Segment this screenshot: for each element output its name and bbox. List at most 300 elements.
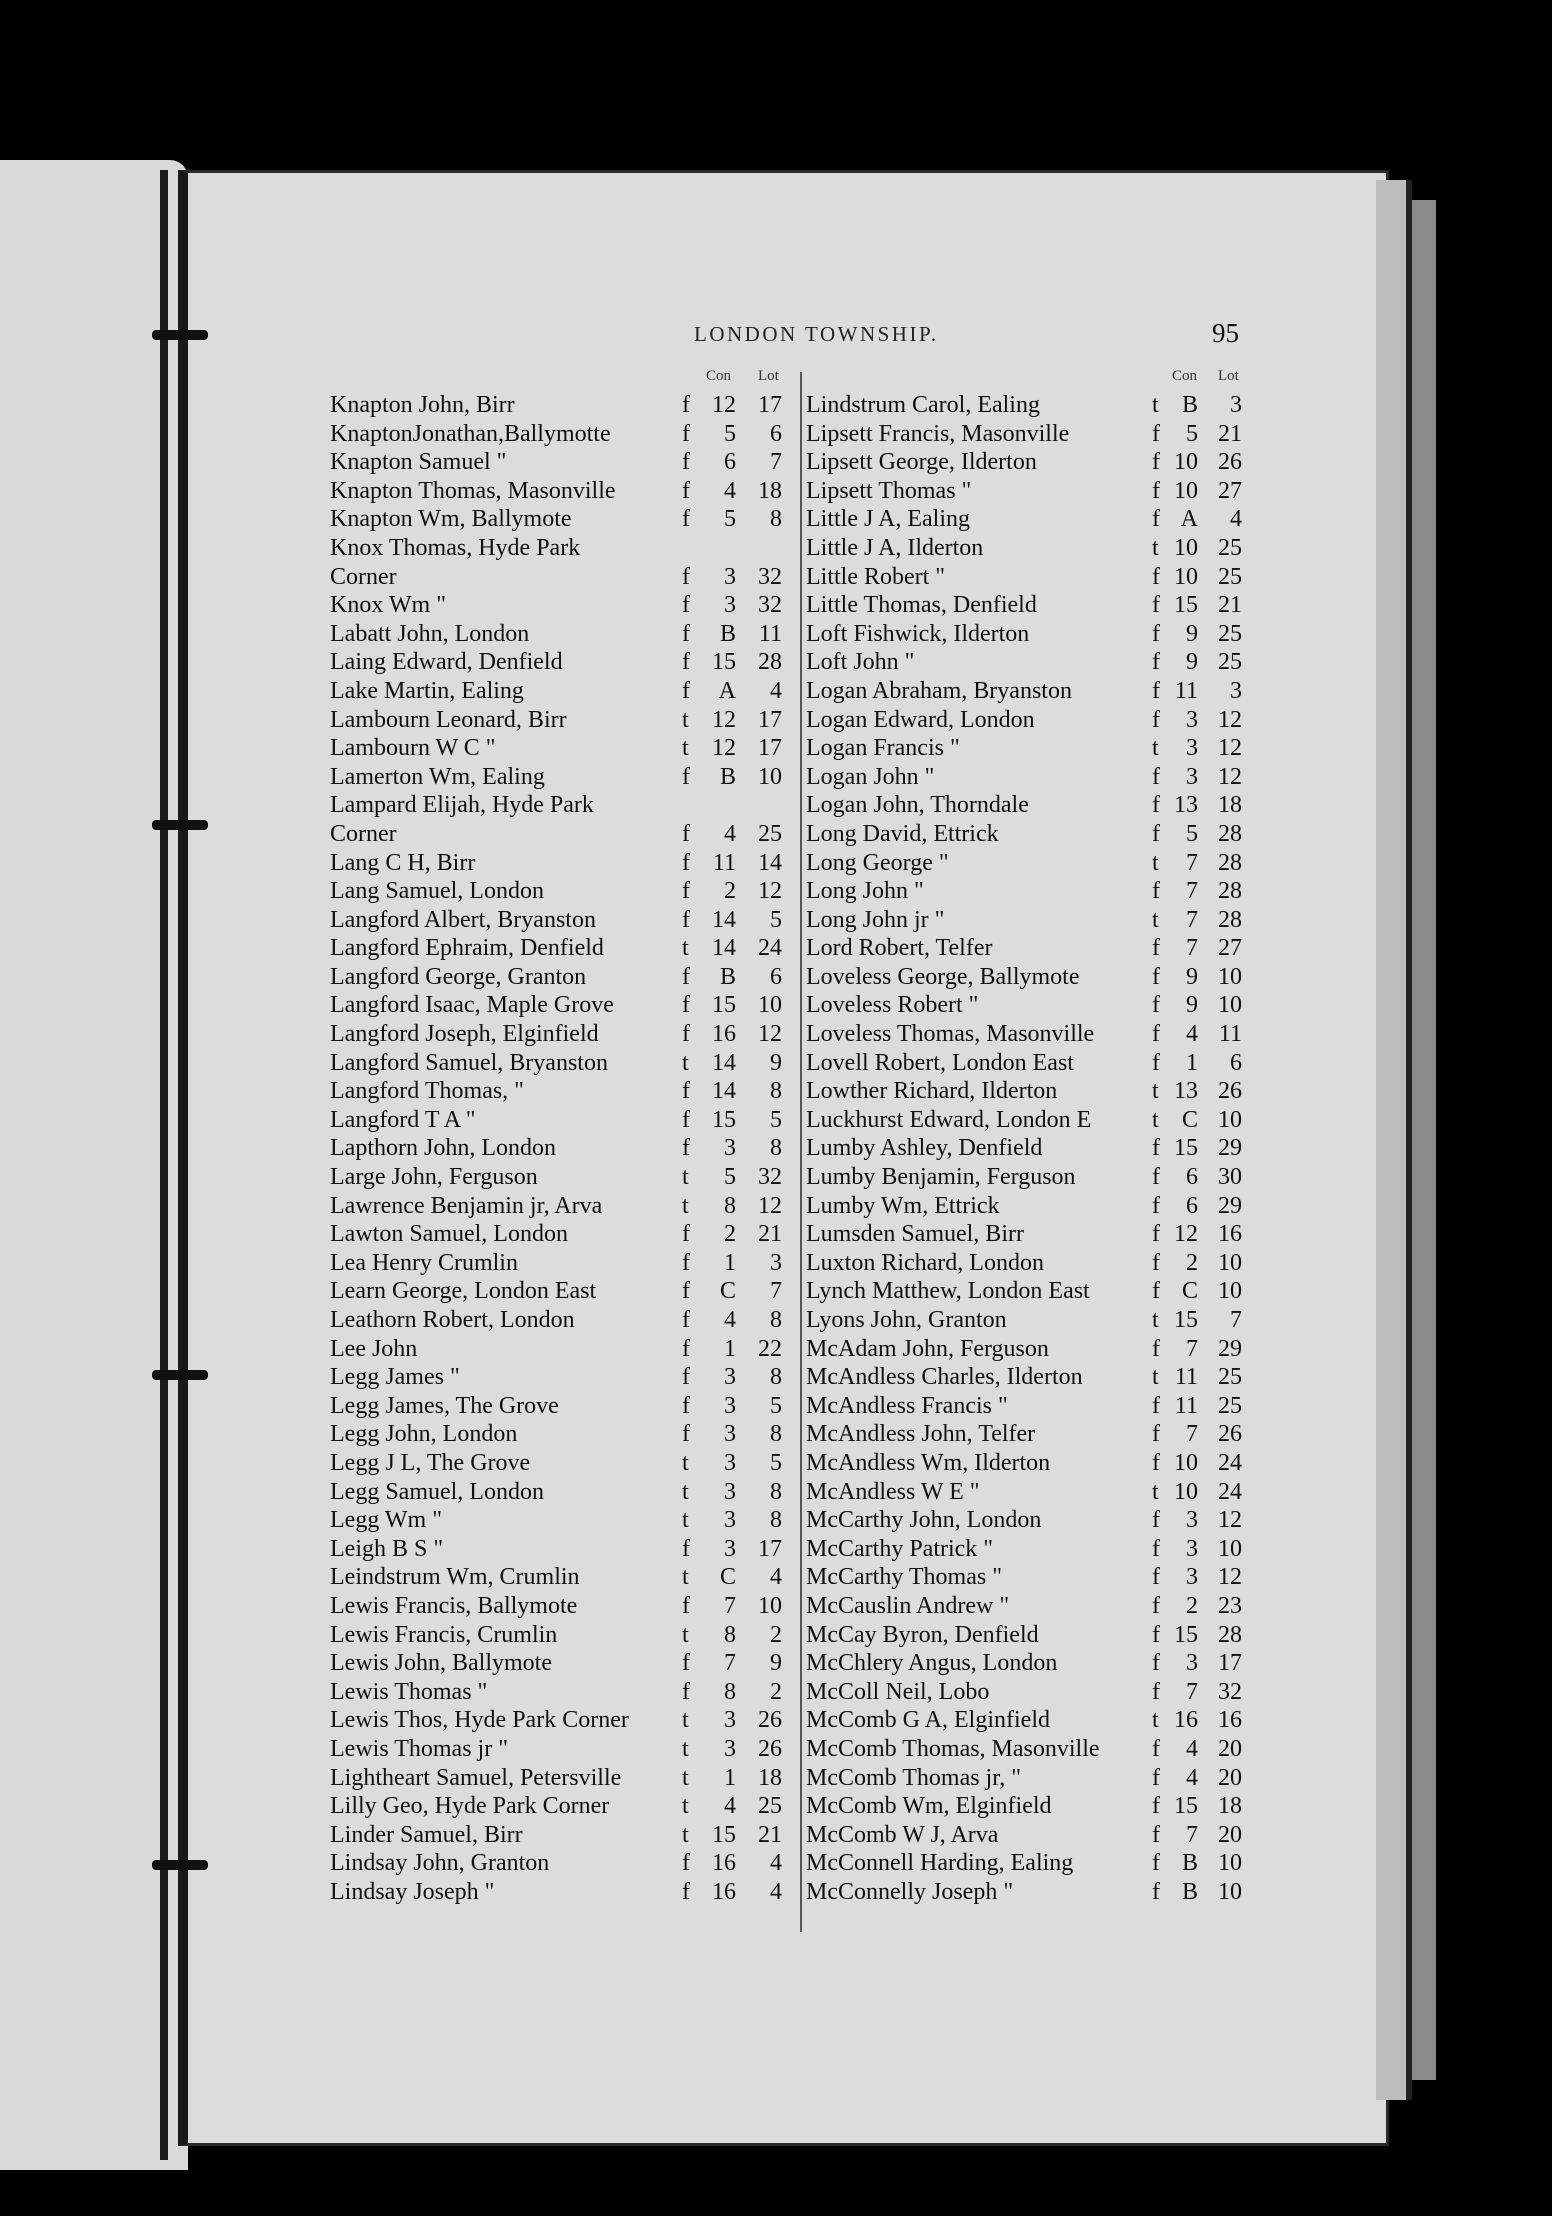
entry-name: Lumsden Samuel, Birr: [806, 1221, 1024, 1248]
entry-tenure: f: [682, 1535, 690, 1562]
entry-concession: 3: [1186, 706, 1198, 733]
entry-lot: 12: [758, 1021, 782, 1048]
binding-stitch: [152, 820, 208, 830]
entry-tenure: f: [1152, 1535, 1160, 1562]
entry-lot: 8: [770, 1507, 782, 1534]
entry-tenure: f: [1152, 935, 1160, 962]
entry-name: McChlery Angus, London: [806, 1650, 1058, 1677]
entry-concession: 13: [1174, 1078, 1198, 1105]
entry-concession: 14: [712, 1049, 736, 1076]
entry-lot: 5: [770, 1449, 782, 1476]
entry-concession: 3: [724, 1135, 736, 1162]
entry-concession: 3: [724, 1707, 736, 1734]
entry-concession: 3: [724, 1449, 736, 1476]
entry-lot: 7: [770, 1278, 782, 1305]
entry-tenure: f: [682, 1278, 690, 1305]
entry-name: Lang C H, Birr: [330, 849, 476, 876]
entry-tenure: f: [682, 1135, 690, 1162]
con-header: Con: [706, 368, 732, 384]
entry-concession: 9: [1186, 992, 1198, 1019]
entry-lot: 2: [770, 1621, 782, 1648]
entry-tenure: f: [1152, 1592, 1160, 1619]
entry-concession: 10: [1174, 477, 1198, 504]
entry-name: Lambourn W C ": [330, 735, 496, 762]
entry-lot: 32: [758, 1164, 782, 1191]
entry-tenure: f: [1152, 1421, 1160, 1448]
entry-name: Legg James, The Grove: [330, 1392, 559, 1419]
entry-concession: 4: [724, 477, 736, 504]
entry-name: Legg John, London: [330, 1421, 518, 1448]
entry-lot: 6: [770, 963, 782, 990]
entry-lot: 4: [770, 677, 782, 704]
entry-lot: 16: [1218, 1221, 1242, 1248]
entry-lot: 11: [1218, 1021, 1242, 1048]
entry-tenure: f: [682, 449, 690, 476]
entry-concession: 6: [1186, 1164, 1198, 1191]
entry-name: Langford Samuel, Bryanston: [330, 1049, 608, 1076]
entry-tenure: f: [1152, 792, 1160, 819]
entry-concession: 3: [724, 1535, 736, 1562]
entry-name: Logan Abraham, Bryanston: [806, 677, 1072, 704]
entry-name: Lewis Francis, Crumlin: [330, 1621, 558, 1648]
entry-concession: 8: [724, 1621, 736, 1648]
entry-lot: 12: [1218, 1564, 1242, 1591]
entry-lot: 18: [1218, 792, 1242, 819]
entry-name: Lightheart Samuel, Petersville: [330, 1764, 622, 1791]
entry-lot: 9: [770, 1650, 782, 1677]
entry-concession: 7: [1186, 1421, 1198, 1448]
entry-name: Large John, Ferguson: [330, 1164, 538, 1191]
entry-concession: B: [719, 963, 736, 990]
entry-lot: 27: [1218, 477, 1242, 504]
entry-concession: 11: [1174, 677, 1198, 704]
entry-tenure: f: [682, 1307, 690, 1333]
entry-concession: 15: [1174, 1135, 1198, 1162]
entry-lot: 26: [1218, 449, 1242, 476]
entry-lot: 32: [1218, 1678, 1242, 1705]
entry-concession: 3: [1186, 1535, 1198, 1562]
entry-concession: 11: [1174, 1392, 1198, 1419]
entry-tenure: f: [682, 1078, 690, 1105]
entry-concession: 14: [712, 906, 736, 933]
entry-name: Lea Henry Crumlin: [330, 1249, 518, 1276]
entry-lot: 7: [1230, 1307, 1242, 1333]
entry-lot: 5: [770, 1106, 782, 1133]
entry-lot: 25: [758, 1793, 782, 1820]
entry-concession: 6: [724, 449, 736, 476]
entry-concession: 8: [724, 1678, 736, 1705]
entry-concession: 1: [1186, 1049, 1198, 1076]
entry-tenure: t: [1152, 1364, 1159, 1391]
entry-name: McComb Thomas, Masonville: [806, 1735, 1100, 1762]
entry-tenure: t: [682, 1621, 689, 1648]
entry-tenure: f: [1152, 1021, 1160, 1048]
entry-concession: 12: [712, 735, 736, 762]
entry-lot: 30: [1218, 1164, 1242, 1191]
entry-name: Labatt John, London: [330, 620, 530, 647]
entry-lot: 12: [1218, 763, 1242, 790]
running-title: LONDON TOWNSHIP.: [694, 322, 939, 346]
binding-stitch: [152, 1860, 208, 1870]
entry-concession: 5: [1186, 820, 1198, 847]
entry-concession: 7: [1186, 878, 1198, 905]
entry-lot: 27: [1218, 935, 1242, 962]
entry-lot: 22: [758, 1335, 782, 1362]
entry-tenure: f: [1152, 1135, 1160, 1162]
entry-lot: 10: [1218, 1106, 1242, 1133]
entry-lot: 4: [770, 1850, 782, 1877]
entry-lot: 3: [1230, 677, 1242, 704]
entry-concession: 5: [724, 420, 736, 447]
entry-name: Long John jr ": [806, 906, 945, 933]
entry-concession: 11: [1174, 1364, 1198, 1391]
entry-tenure: f: [682, 878, 690, 905]
entry-concession: 12: [1174, 1221, 1198, 1248]
entry-lot: 18: [758, 1764, 782, 1791]
entry-concession: 16: [712, 1850, 736, 1877]
entry-name: McCauslin Andrew ": [806, 1592, 1010, 1619]
entry-lot: 10: [1218, 1535, 1242, 1562]
entry-name: Lynch Matthew, London East: [806, 1278, 1090, 1305]
entry-tenure: t: [682, 1164, 689, 1191]
entry-name: Lapthorn John, London: [330, 1135, 556, 1162]
entry-name: McCarthy Thomas ": [806, 1564, 1002, 1591]
lot-header: Lot: [758, 368, 779, 384]
entry-concession: C: [1181, 1278, 1198, 1305]
entry-tenure: f: [682, 992, 690, 1019]
entry-lot: 17: [758, 706, 782, 733]
con-header: Con: [1172, 368, 1198, 384]
entry-lot: 20: [1218, 1764, 1242, 1791]
entry-name: McConnell Harding, Ealing: [806, 1850, 1074, 1877]
entry-concession: B: [719, 763, 736, 790]
entry-name: Legg James ": [330, 1364, 460, 1391]
entry-tenure: f: [682, 649, 690, 676]
entry-concession: 9: [1186, 963, 1198, 990]
entry-concession: 14: [712, 935, 736, 962]
entry-lot: 28: [1218, 1621, 1242, 1648]
entry-tenure: f: [682, 1592, 690, 1619]
entry-concession: 3: [724, 563, 736, 590]
entry-tenure: f: [1152, 1821, 1160, 1848]
entry-concession: 3: [724, 1364, 736, 1391]
entry-tenure: f: [682, 1221, 690, 1248]
entry-tenure: t: [682, 1449, 689, 1476]
entry-name: Lewis John, Ballymote: [330, 1650, 552, 1677]
entry-concession: 7: [724, 1592, 736, 1619]
entry-concession: 3: [1186, 763, 1198, 790]
entry-concession: 3: [724, 1421, 736, 1448]
entry-tenure: t: [682, 706, 689, 733]
entry-name: Loveless Thomas, Masonville: [806, 1021, 1095, 1048]
lot-header: Lot: [1218, 368, 1239, 384]
entry-concession: 5: [1186, 420, 1198, 447]
entry-concession: C: [1181, 1106, 1198, 1133]
entry-tenure: t: [682, 1735, 689, 1762]
entry-name: Long John ": [806, 878, 924, 905]
entry-tenure: f: [682, 963, 690, 990]
entry-name: Loveless George, Ballymote: [806, 963, 1080, 990]
entry-tenure: f: [682, 1021, 690, 1048]
entry-name: Lyons John, Granton: [806, 1307, 1007, 1333]
entry-concession: 7: [1186, 935, 1198, 962]
entry-tenure: f: [1152, 1678, 1160, 1705]
entry-lot: 3: [770, 1249, 782, 1276]
entry-tenure: f: [1152, 1850, 1160, 1877]
entry-concession: 2: [724, 1221, 736, 1248]
entry-lot: 7: [770, 449, 782, 476]
entry-name: McComb Wm, Elginfield: [806, 1793, 1052, 1820]
page-number: 95: [1212, 318, 1239, 348]
entry-concession: C: [719, 1278, 736, 1305]
entry-tenure: t: [682, 1764, 689, 1791]
entry-lot: 9: [770, 1049, 782, 1076]
entry-tenure: f: [1152, 963, 1160, 990]
entry-name: KnaptonJonathan,Ballymotte: [330, 420, 611, 447]
entry-concession: 15: [1174, 1621, 1198, 1648]
entry-concession: 9: [1186, 620, 1198, 647]
entry-lot: 10: [758, 992, 782, 1019]
entry-concession: 3: [1186, 1650, 1198, 1677]
entry-name: Knapton Thomas, Masonville: [330, 477, 616, 504]
entry-tenure: f: [682, 477, 690, 504]
entry-name: Little J A, Ealing: [806, 506, 970, 533]
entry-lot: 17: [758, 392, 782, 418]
entry-name: Knapton Wm, Ballymote: [330, 506, 572, 533]
entry-concession: 10: [1174, 449, 1198, 476]
entry-name: Legg Wm ": [330, 1507, 442, 1534]
binding-stitch: [152, 1370, 208, 1380]
entry-name: McColl Neil, Lobo: [806, 1678, 990, 1705]
entry-lot: 4: [770, 1878, 782, 1905]
entry-tenure: f: [682, 620, 690, 647]
entry-name: Lord Robert, Telfer: [806, 935, 993, 962]
entry-tenure: f: [1152, 449, 1160, 476]
entry-lot: 17: [758, 1535, 782, 1562]
entry-name: Corner: [330, 820, 397, 847]
entry-lot: 12: [1218, 1507, 1242, 1534]
entry-name: McAndless Wm, Ilderton: [806, 1449, 1051, 1476]
entry-name: Lang Samuel, London: [330, 878, 544, 905]
entry-tenure: f: [1152, 820, 1160, 847]
entry-name: Learn George, London East: [330, 1278, 597, 1305]
entry-concession: 9: [1186, 649, 1198, 676]
entry-name: Logan John, Thorndale: [806, 792, 1029, 819]
entry-concession: 11: [712, 849, 736, 876]
entry-lot: 6: [770, 420, 782, 447]
entry-tenure: f: [682, 1650, 690, 1677]
entry-tenure: t: [1152, 735, 1159, 762]
entry-name: Lambourn Leonard, Birr: [330, 706, 567, 733]
entry-tenure: f: [1152, 1735, 1160, 1762]
entry-lot: 24: [1218, 1478, 1242, 1505]
entry-concession: 1: [724, 1249, 736, 1276]
entry-name: Knapton Samuel ": [330, 449, 507, 476]
entry-lot: 25: [1218, 1364, 1242, 1391]
entry-tenure: f: [1152, 1507, 1160, 1534]
entry-lot: 26: [1218, 1421, 1242, 1448]
entry-name: Langford Thomas, ": [330, 1078, 524, 1105]
entry-name: Lamerton Wm, Ealing: [330, 763, 545, 790]
entry-lot: 28: [1218, 820, 1242, 847]
entry-tenure: t: [682, 1507, 689, 1534]
entry-concession: 4: [724, 1793, 736, 1820]
entry-concession: 16: [1174, 1707, 1198, 1734]
entry-name: Lindsay Joseph ": [330, 1878, 495, 1905]
entry-lot: 10: [1218, 992, 1242, 1019]
entry-tenure: f: [682, 592, 690, 619]
entry-name: Knox Thomas, Hyde Park: [330, 534, 581, 561]
entry-lot: 25: [1218, 534, 1242, 561]
entry-lot: 17: [758, 735, 782, 762]
entry-lot: 21: [1218, 592, 1242, 619]
entry-name: McAndless W E ": [806, 1478, 980, 1505]
entry-concession: 5: [724, 506, 736, 533]
entry-lot: 14: [758, 849, 782, 876]
entry-concession: 7: [1186, 849, 1198, 876]
entry-name: Lumby Wm, Ettrick: [806, 1192, 1000, 1219]
entry-tenure: f: [682, 1421, 690, 1448]
entry-lot: 29: [1218, 1335, 1242, 1362]
entry-name: Long David, Ettrick: [806, 820, 999, 847]
entry-name: Leathorn Robert, London: [330, 1307, 575, 1333]
entry-name: Laing Edward, Denfield: [330, 649, 563, 676]
entry-name: Logan Francis ": [806, 735, 960, 762]
entry-tenure: f: [1152, 1221, 1160, 1248]
entry-concession: 4: [1186, 1021, 1198, 1048]
entry-lot: 18: [1218, 1793, 1242, 1820]
entry-tenure: t: [682, 1793, 689, 1820]
entry-lot: 6: [1230, 1049, 1242, 1076]
entry-tenure: t: [1152, 1307, 1159, 1333]
entry-lot: 26: [758, 1735, 782, 1762]
entry-concession: 7: [1186, 906, 1198, 933]
entry-name: Lawrence Benjamin jr, Arva: [330, 1192, 603, 1219]
entry-concession: 4: [724, 1307, 736, 1333]
page-stack-edge: [1376, 180, 1412, 2100]
entry-concession: 10: [1174, 534, 1198, 561]
entry-name: Langford Joseph, Elginfield: [330, 1021, 599, 1048]
entry-tenure: f: [1152, 763, 1160, 790]
entry-lot: 12: [758, 1192, 782, 1219]
entry-concession: B: [1181, 392, 1198, 418]
entry-lot: 21: [758, 1821, 782, 1848]
entry-tenure: f: [1152, 477, 1160, 504]
entry-tenure: f: [682, 1878, 690, 1905]
entry-lot: 24: [1218, 1449, 1242, 1476]
entry-lot: 10: [1218, 963, 1242, 990]
entry-lot: 8: [770, 1307, 782, 1333]
entry-name: McComb Thomas jr, ": [806, 1764, 1022, 1791]
entry-lot: 16: [1218, 1707, 1242, 1734]
entry-lot: 21: [1218, 420, 1242, 447]
entry-name: McCarthy John, London: [806, 1507, 1042, 1534]
entry-lot: 28: [1218, 849, 1242, 876]
entry-concession: 7: [1186, 1821, 1198, 1848]
entry-lot: 20: [1218, 1821, 1242, 1848]
entry-concession: 7: [1186, 1335, 1198, 1362]
entry-name: McAndless John, Telfer: [806, 1421, 1036, 1448]
entry-lot: 3: [1230, 392, 1242, 418]
entry-tenure: f: [1152, 706, 1160, 733]
entry-name: McAndless Francis ": [806, 1392, 1008, 1419]
entry-lot: 8: [770, 1364, 782, 1391]
entry-name: Langford T A ": [330, 1106, 476, 1133]
entry-lot: 32: [758, 563, 782, 590]
entry-tenure: f: [1152, 420, 1160, 447]
entry-concession: 12: [712, 706, 736, 733]
entry-name: McCay Byron, Denfield: [806, 1621, 1039, 1648]
entry-tenure: f: [1152, 1621, 1160, 1648]
entry-name: Lindsay John, Granton: [330, 1850, 550, 1877]
entry-lot: 8: [770, 506, 782, 533]
entry-tenure: f: [1152, 1335, 1160, 1362]
entry-concession: 3: [1186, 1564, 1198, 1591]
entry-tenure: f: [1152, 1049, 1160, 1076]
entry-lot: 28: [1218, 878, 1242, 905]
entry-lot: 24: [758, 935, 782, 962]
entry-concession: C: [719, 1564, 736, 1591]
entry-name: Lumby Benjamin, Ferguson: [806, 1164, 1076, 1191]
entry-concession: A: [1180, 506, 1198, 533]
entry-name: Langford George, Granton: [330, 963, 587, 990]
entry-concession: B: [1181, 1850, 1198, 1877]
entry-lot: 28: [758, 649, 782, 676]
entry-name: Lewis Thomas jr ": [330, 1735, 508, 1762]
entry-tenure: f: [1152, 992, 1160, 1019]
entry-lot: 8: [770, 1478, 782, 1505]
entry-name: Langford Albert, Bryanston: [330, 906, 596, 933]
entry-concession: 3: [1186, 1507, 1198, 1534]
entry-concession: 3: [724, 1507, 736, 1534]
entry-name: Lee John: [330, 1335, 418, 1362]
entry-tenure: t: [682, 1049, 689, 1076]
entry-tenure: f: [682, 1364, 690, 1391]
entry-lot: 12: [1218, 706, 1242, 733]
entry-concession: 10: [1174, 1478, 1198, 1505]
entry-lot: 8: [770, 1421, 782, 1448]
entry-name: McAdam John, Ferguson: [806, 1335, 1049, 1362]
entry-tenure: f: [682, 1678, 690, 1705]
entry-concession: 3: [1186, 735, 1198, 762]
entry-name: Lindstrum Carol, Ealing: [806, 392, 1040, 418]
entry-lot: 8: [770, 1078, 782, 1105]
entry-concession: 2: [1186, 1592, 1198, 1619]
entry-lot: 2: [770, 1678, 782, 1705]
entry-lot: 25: [758, 820, 782, 847]
entry-tenure: t: [682, 735, 689, 762]
entry-name: Logan John ": [806, 763, 935, 790]
entry-lot: 12: [1218, 735, 1242, 762]
entry-lot: 10: [758, 763, 782, 790]
entry-concession: 15: [712, 1106, 736, 1133]
entry-concession: A: [718, 677, 736, 704]
entry-name: Lilly Geo, Hyde Park Corner: [330, 1793, 610, 1820]
entry-concession: 3: [724, 1735, 736, 1762]
entry-concession: 15: [1174, 592, 1198, 619]
entry-lot: 23: [1218, 1592, 1242, 1619]
page-header: [0, 318, 1552, 352]
entry-tenure: f: [1152, 1764, 1160, 1791]
entry-tenure: f: [1152, 592, 1160, 619]
entry-lot: 29: [1218, 1135, 1242, 1162]
entry-concession: 10: [1174, 1449, 1198, 1476]
entry-lot: 21: [758, 1221, 782, 1248]
entry-tenure: f: [1152, 1278, 1160, 1305]
entry-concession: 15: [1174, 1307, 1198, 1333]
entry-tenure: t: [1152, 392, 1159, 418]
entry-concession: 15: [712, 992, 736, 1019]
